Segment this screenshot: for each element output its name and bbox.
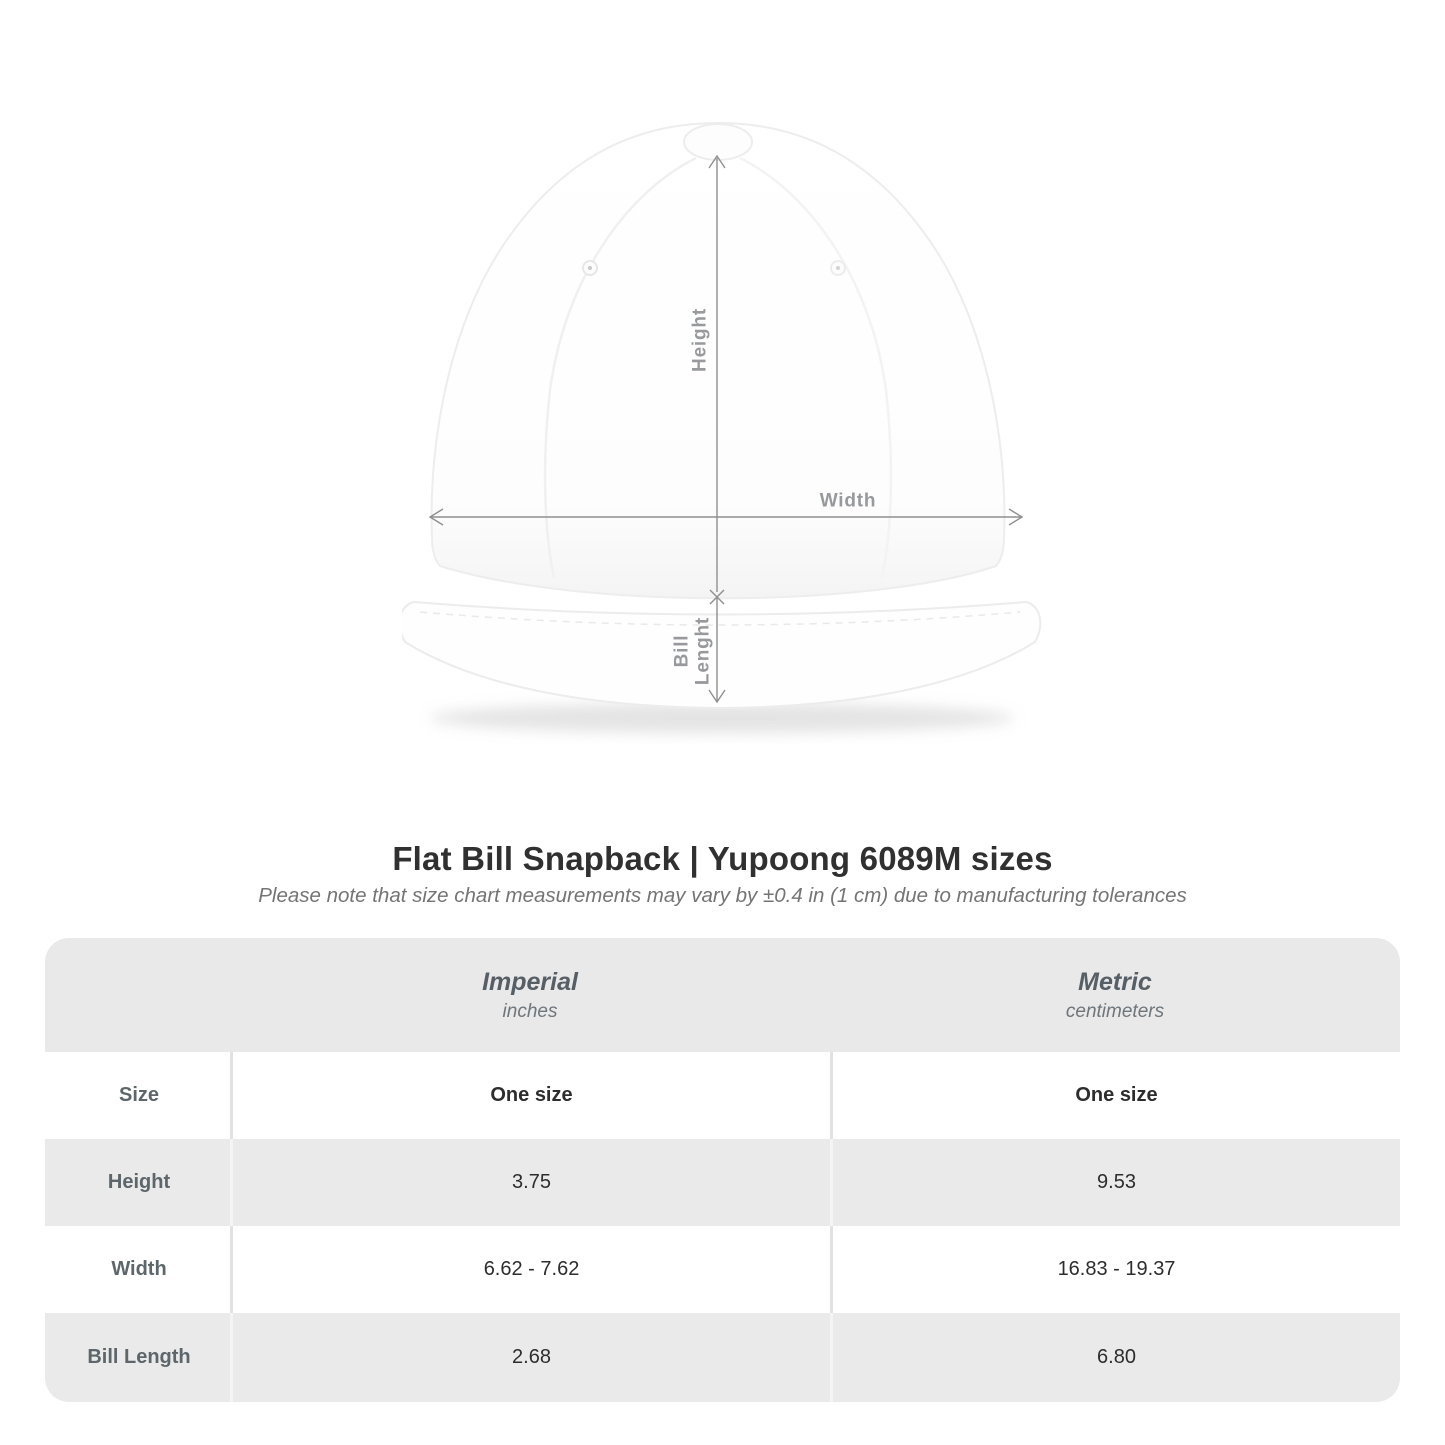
imperial-value: 6.62 - 7.62 (230, 1226, 830, 1313)
metric-value: 6.80 (830, 1313, 1400, 1402)
metric-value: 9.53 (830, 1139, 1400, 1226)
imperial-column-unit: inches (502, 1000, 558, 1022)
row-label: Width (111, 1258, 167, 1280)
width-dimension-label: Width (819, 490, 877, 512)
row-label: Height (107, 1171, 171, 1193)
imperial-value: 2.68 (230, 1313, 830, 1402)
metric-column-unit: centimeters (1065, 1000, 1165, 1022)
imperial-column-header (230, 968, 830, 1023)
metric-value: One size (830, 1052, 1400, 1139)
row-label: Size (118, 1084, 160, 1106)
table-row-bill-length (45, 1313, 1400, 1402)
eyelet-left (583, 261, 597, 275)
row-label: Bill Length (87, 1346, 191, 1368)
hat-image (402, 100, 1047, 745)
size-table-header (45, 938, 1400, 1052)
table-row-width (45, 1226, 1400, 1313)
imperial-column-title: Imperial (482, 967, 578, 996)
eyelet-right (831, 261, 845, 275)
hat-bill (402, 602, 1040, 708)
bill-label-line2: Lenght (693, 616, 714, 686)
size-table (45, 938, 1400, 1402)
hat-crown (432, 123, 1005, 598)
hat-button (684, 124, 752, 160)
tolerance-note: Please note that size chart measurements may vary by ±0.4 in (1 cm) due to manufacturing tolerances (258, 884, 1187, 907)
bill-length-dimension-label (672, 617, 715, 685)
imperial-value: 3.75 (230, 1139, 830, 1226)
bill-label-line1: Bill (671, 634, 693, 668)
page-title: Flat Bill Snapback | Yupoong 6089M sizes (392, 840, 1053, 877)
table-row-height (45, 1139, 1400, 1226)
metric-column-title: Metric (1078, 967, 1152, 996)
height-dimension-label: Height (689, 308, 711, 372)
imperial-value: One size (230, 1052, 830, 1139)
table-row-size (45, 1052, 1400, 1139)
metric-column-header (830, 968, 1400, 1023)
metric-value: 16.83 - 19.37 (830, 1226, 1400, 1313)
